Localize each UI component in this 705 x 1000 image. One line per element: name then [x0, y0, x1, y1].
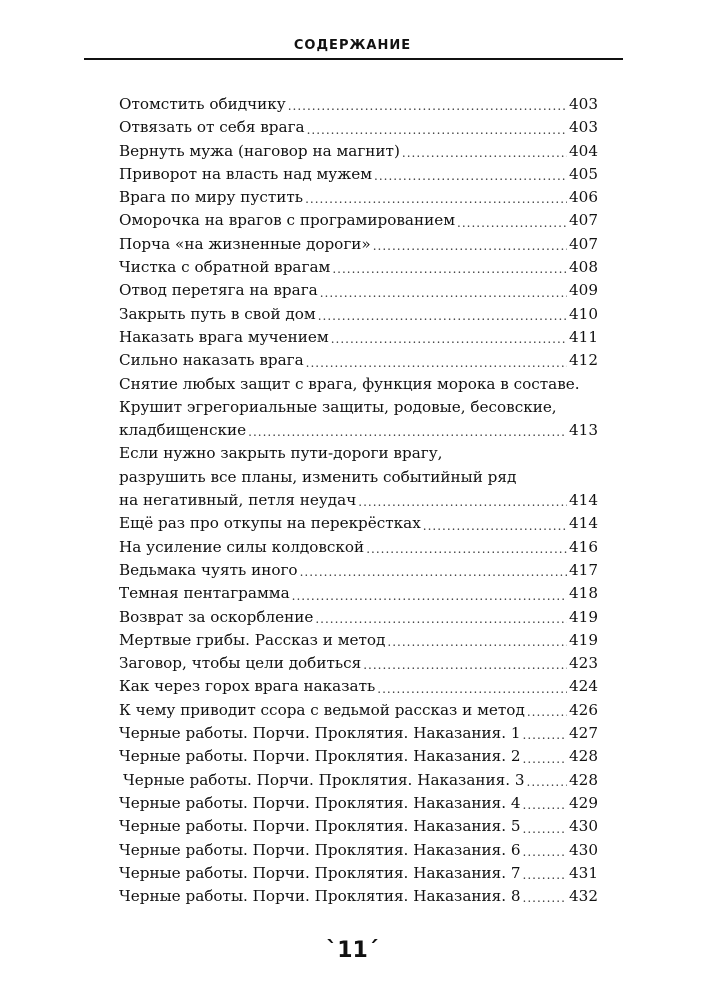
- toc-entry: [119, 512, 598, 535]
- toc-entry-title: Черные работы. Порчи. Проклятия. Наказания. 1: [119, 724, 521, 743]
- toc-entry-page: 423: [569, 654, 598, 673]
- toc-entry: [119, 349, 598, 372]
- toc-entry-title: Порча «на жизненные дороги»: [119, 234, 371, 253]
- toc-entry-last-line: [119, 489, 598, 512]
- toc-entry-title: Отомстить обидчику: [119, 95, 286, 113]
- toc-entry: [119, 699, 598, 722]
- toc-entry: [119, 792, 598, 815]
- toc-entry-page: 408: [569, 258, 598, 277]
- dot-leader: [523, 749, 567, 769]
- toc-entry: [119, 839, 598, 862]
- dot-leader: [300, 562, 567, 582]
- toc-entry-page: 427: [569, 724, 598, 743]
- toc-entry-page: 430: [569, 817, 598, 836]
- toc-entry: [119, 536, 598, 559]
- toc-entry-multiline: [119, 373, 598, 443]
- toc-entry-page: 412: [569, 351, 598, 370]
- table-of-contents: [119, 93, 598, 908]
- toc-entry-page: 403: [569, 95, 598, 113]
- toc-entry: [119, 256, 598, 279]
- toc-entry-page: 418: [569, 584, 598, 603]
- dot-leader: [527, 702, 567, 722]
- toc-entry-title: Черные работы. Порчи. Проклятия. Наказания. 6: [119, 840, 521, 859]
- toc-entry-page: 416: [569, 537, 598, 556]
- dot-leader: [363, 655, 567, 675]
- toc-entry-title: Ведьмака чуять иного: [119, 560, 298, 579]
- dot-leader: [305, 189, 567, 209]
- toc-entry-page: 413: [569, 421, 598, 440]
- toc-entry: [119, 186, 598, 209]
- dot-leader: [248, 422, 567, 442]
- toc-entry: [119, 93, 598, 116]
- toc-entry-title: кладбищенские: [119, 421, 247, 440]
- toc-entry-page: 404: [569, 141, 598, 160]
- dot-leader: [387, 632, 567, 652]
- toc-entry-title: Оморочка на врагов с програмированием: [119, 211, 456, 230]
- toc-entry: [119, 209, 598, 232]
- toc-entry: [119, 559, 598, 582]
- dot-leader: [366, 539, 567, 559]
- toc-entry-page: 414: [569, 514, 598, 533]
- toc-entry-page: 428: [569, 770, 598, 789]
- toc-entry-page: 409: [569, 281, 598, 300]
- toc-entry-page: 405: [569, 164, 598, 183]
- dot-leader: [523, 842, 567, 862]
- toc-entry-page: 411: [569, 327, 598, 346]
- toc-entry-last-line: [119, 419, 598, 442]
- toc-entry-page: 428: [569, 747, 598, 766]
- toc-entry-title: Отвод перетяга на врага: [119, 281, 318, 300]
- toc-entry-title: Черные работы. Порчи. Проклятия. Наказания. 8: [119, 887, 521, 906]
- toc-entry-page: 417: [569, 560, 598, 579]
- toc-entry-title-line: Крушит эгрегориальные защиты, родовые, бесовские,: [119, 397, 557, 416]
- toc-entry-title-line: разрушить все планы, изменить событийный ряд: [119, 467, 517, 486]
- header-rule: [84, 58, 623, 60]
- toc-entry: [119, 326, 598, 349]
- toc-entry-title: Черные работы. Порчи. Проклятия. Наказания. 2: [119, 747, 521, 766]
- toc-entry: [119, 606, 598, 629]
- toc-entry: [119, 722, 598, 745]
- dot-leader: [523, 819, 567, 839]
- dot-leader: [315, 609, 567, 629]
- dot-leader: [331, 329, 567, 349]
- page-header: СОДЕРЖАНИЕ: [293, 38, 412, 53]
- toc-entry-page: 432: [569, 887, 598, 906]
- toc-entry-page: 403: [569, 118, 598, 137]
- toc-entry-title: Черные работы. Порчи. Проклятия. Наказания. 3: [123, 770, 525, 789]
- dot-leader: [523, 888, 567, 908]
- toc-entry: [119, 885, 598, 908]
- toc-entry-page: 419: [569, 630, 598, 649]
- dot-leader: [457, 213, 567, 233]
- toc-entry: [119, 675, 598, 698]
- dot-leader: [377, 679, 567, 699]
- toc-entry-title-line: Если нужно закрыть пути-дороги врагу,: [119, 444, 443, 463]
- toc-entry: [119, 163, 598, 186]
- toc-entry: [119, 279, 598, 302]
- toc-entry-title: на негативный, петля неудач: [119, 491, 357, 510]
- toc-entry-title: Как через горох врага наказать: [119, 677, 376, 696]
- toc-entry-title: Черные работы. Порчи. Проклятия. Наказания. 4: [119, 793, 521, 812]
- toc-entry-title: На усиление силы колдовской: [119, 537, 365, 556]
- dot-leader: [332, 259, 567, 279]
- toc-entry-page: 407: [569, 211, 598, 230]
- toc-entry-title: Темная пентаграмма: [119, 584, 290, 603]
- dot-leader: [318, 306, 567, 326]
- toc-entry-title: К чему приводит ссора с ведьмой рассказ и метод: [119, 700, 525, 719]
- toc-entry: [119, 862, 598, 885]
- toc-entry: [119, 745, 598, 768]
- dot-leader: [288, 96, 567, 116]
- toc-entry-title: Врага по миру пустить: [119, 188, 304, 207]
- toc-entry-title-line: Снятие любых защит с врага, функция морока в составе.: [119, 374, 580, 393]
- toc-entry-title: Черные работы. Порчи. Проклятия. Наказания. 7: [119, 863, 521, 882]
- dot-leader: [423, 516, 567, 536]
- toc-entry-title: Закрыть путь в свой дом: [119, 304, 316, 323]
- toc-entry-page: 430: [569, 840, 598, 859]
- toc-entry-page: 406: [569, 188, 598, 207]
- toc-entry: [119, 116, 598, 139]
- toc-entry-title: Возврат за оскорбление: [119, 607, 314, 626]
- toc-entry-title: Приворот на власть над мужем: [119, 164, 373, 183]
- toc-entry-title: Ещё раз про откупы на перекрёстках: [119, 514, 421, 533]
- toc-entry-page: 407: [569, 234, 598, 253]
- toc-entry-multiline: [119, 442, 598, 512]
- toc-entry-page: 426: [569, 700, 598, 719]
- dot-leader: [523, 725, 567, 745]
- dot-leader: [527, 772, 567, 792]
- toc-entry: [119, 303, 598, 326]
- toc-entry-page: 424: [569, 677, 598, 696]
- page-number: `11´: [326, 938, 379, 963]
- toc-entry-page: 410: [569, 304, 598, 323]
- dot-leader: [523, 865, 567, 885]
- toc-entry-title: Мертвые грибы. Рассказ и метод: [119, 630, 386, 649]
- toc-entry-title: Заговор, чтобы цели добиться: [119, 654, 362, 673]
- dot-leader: [523, 795, 567, 815]
- toc-entry-page: 429: [569, 793, 598, 812]
- toc-entry: [119, 140, 598, 163]
- toc-entry: [119, 815, 598, 838]
- dot-leader: [307, 120, 567, 140]
- toc-entry: [119, 769, 598, 792]
- dot-leader: [358, 492, 567, 512]
- toc-entry-title: Отвязать от себя врага: [119, 118, 305, 137]
- dot-leader: [292, 586, 567, 606]
- dot-leader: [306, 353, 567, 373]
- toc-entry: [119, 629, 598, 652]
- dot-leader: [373, 236, 567, 256]
- toc-entry-page: 431: [569, 863, 598, 882]
- toc-entry: [119, 652, 598, 675]
- toc-entry-title: Сильно наказать врага: [119, 351, 304, 370]
- toc-entry-title: Черные работы. Порчи. Проклятия. Наказания. 5: [119, 817, 521, 836]
- toc-entry: [119, 233, 598, 256]
- toc-entry-title: Чистка с обратной врагам: [119, 258, 331, 277]
- dot-leader: [402, 143, 567, 163]
- toc-entry: [119, 582, 598, 605]
- dot-leader: [374, 166, 567, 186]
- dot-leader: [320, 283, 567, 303]
- toc-entry-page: 419: [569, 607, 598, 626]
- toc-entry-title: Вернуть мужа (наговор на магнит): [119, 141, 400, 160]
- toc-entry-page: 414: [569, 491, 598, 510]
- toc-entry-title: Наказать врага мучением: [119, 327, 329, 346]
